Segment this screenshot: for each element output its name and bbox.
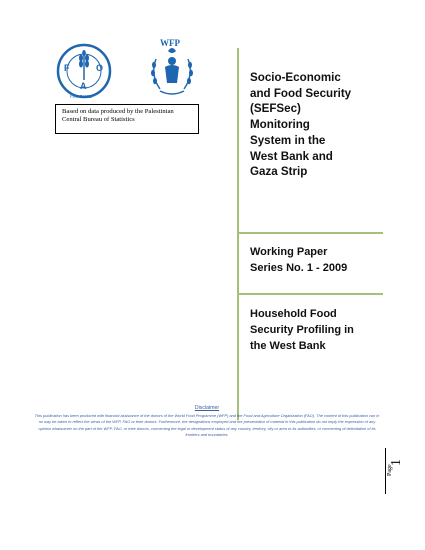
page-number-label: Page: [387, 464, 393, 476]
svg-text:O: O: [96, 63, 104, 73]
subtitle-line: Household Food: [250, 308, 337, 320]
title-line: Monitoring: [250, 118, 310, 132]
disclaimer: [34, 405, 380, 439]
report-subtitle: [250, 307, 382, 354]
series-line: Working Paper: [250, 246, 328, 258]
source-note: Based on data produced by the Palestinian Central Bureau of Statistics: [62, 108, 174, 124]
series-line: Series No. 1 - 2009: [250, 261, 348, 274]
report-title: [250, 70, 382, 180]
title-line: and Food Security: [250, 86, 352, 100]
title-line: Socio-Economic: [250, 71, 341, 84]
section-divider: [239, 293, 383, 295]
title-line: West Bank and: [250, 149, 333, 163]
title-line: System in the: [250, 133, 326, 147]
svg-text:A: A: [80, 81, 87, 91]
title-line: (SEFSec): [250, 102, 301, 116]
fao-motto: FIAT PANIS: [70, 94, 93, 99]
disclaimer-body: This publication has been produced with financial assistance of the donors of the World Food Programme (WFP) and the Food and Agriculture Organization (FAO). The content of this publication can in no way be taken to reflect the views of the WFP, FAO or their donors. Furthermore, the designations employed and the presentation of material in this publication do not imply the expression of any opinion whatsoever on the part of the WFP, FAO, or their donors, concerning the legal or development status of any country, territory, city or area or its authorities, or concerning of delimitation of its frontiers and boundaries.: [34, 413, 380, 438]
series-info: [250, 245, 382, 277]
page-number: [383, 448, 407, 496]
page-number-value: 1: [389, 459, 404, 466]
subtitle-line: Security Profiling in: [250, 323, 354, 336]
disclaimer-heading: Disclaimer: [194, 405, 220, 411]
page-number-rule: [385, 448, 386, 494]
source-note-box: [55, 104, 199, 134]
title-line: Gaza Strip: [250, 165, 308, 179]
section-divider: [239, 232, 383, 234]
wfp-logo-icon: [146, 37, 198, 99]
subtitle-line: the West Bank: [250, 339, 326, 352]
wfp-letters: WFP: [160, 38, 180, 48]
title-column: [237, 48, 383, 420]
fao-logo-icon: [56, 40, 112, 104]
svg-text:F: F: [64, 63, 70, 73]
